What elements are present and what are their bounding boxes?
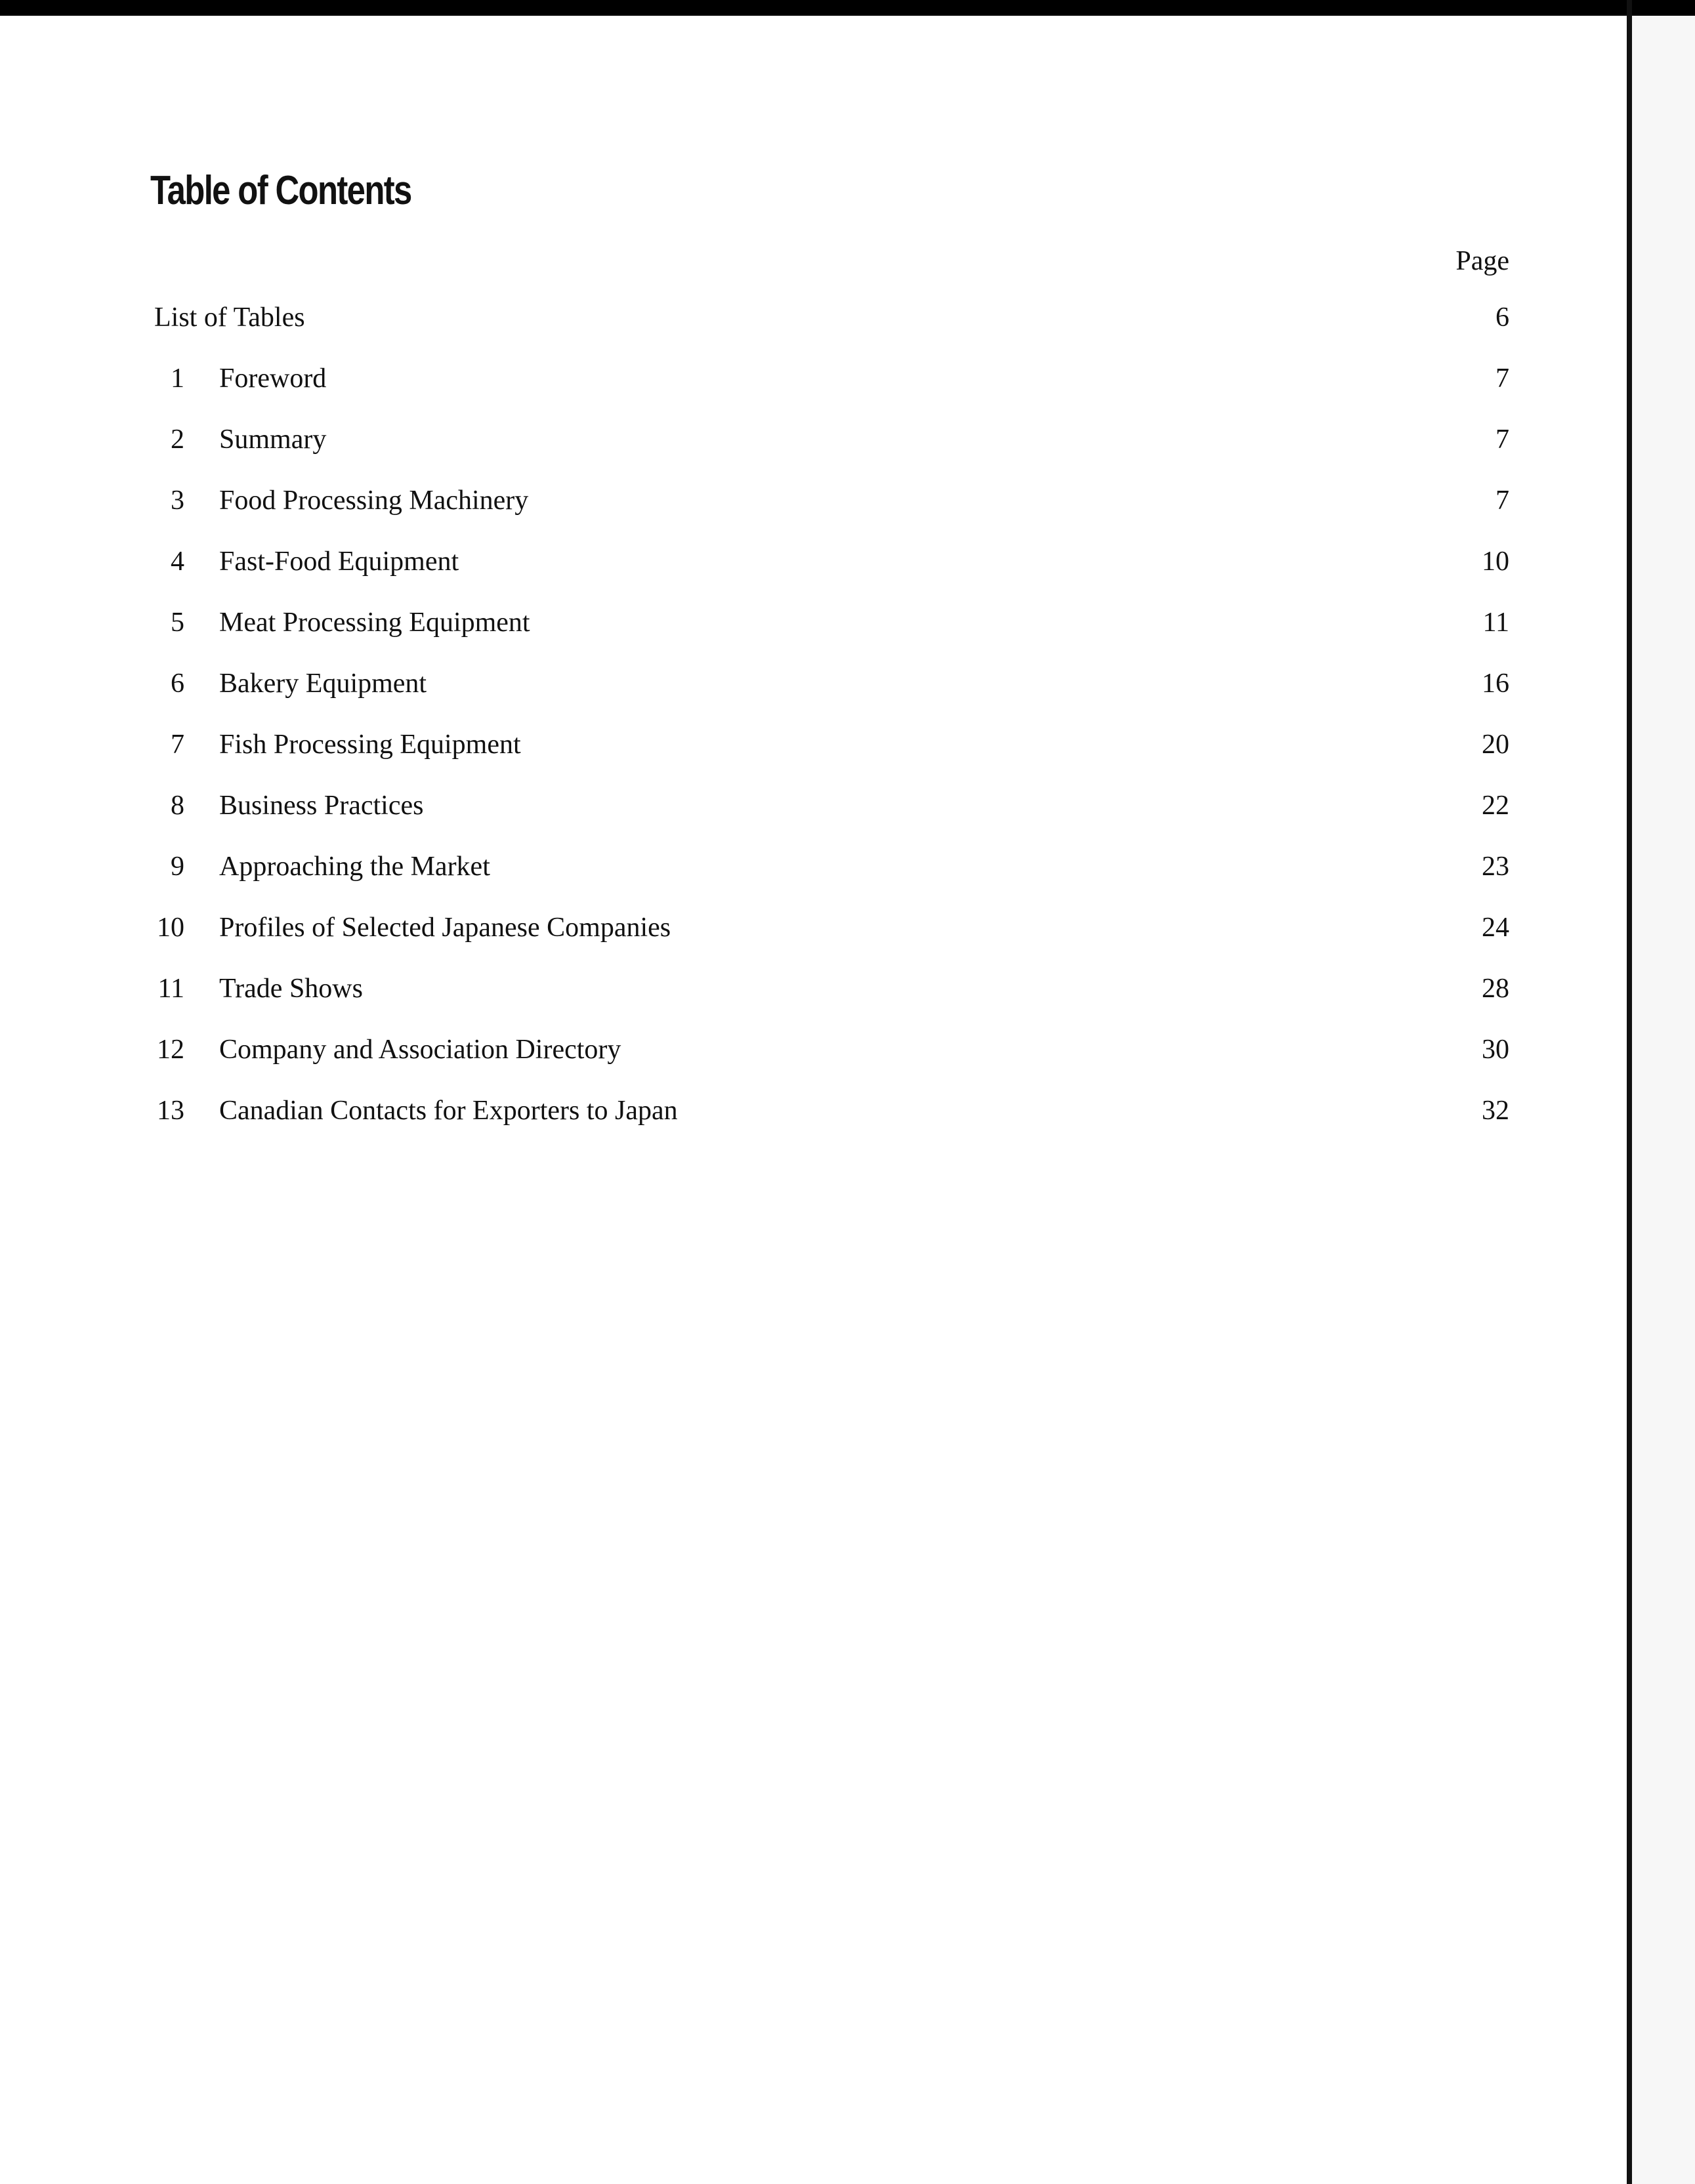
toc-entry-number: 3 — [171, 485, 184, 516]
toc-entry — [150, 363, 1509, 400]
toc-entry-title: Summary — [219, 424, 327, 455]
toc-entry-title: Foreword — [219, 363, 327, 394]
toc-entry-title: Fish Processing Equipment — [219, 730, 521, 760]
toc-entry-number: 12 — [157, 1035, 184, 1065]
toc-entry-title: Bakery Equipment — [219, 669, 427, 699]
toc-entry-number: 11 — [157, 974, 184, 1004]
toc-entry-page: 20 — [1482, 730, 1509, 760]
toc-entry — [150, 729, 1509, 766]
toc-entry-title: Canadian Contacts for Exporters to Japan — [219, 1096, 678, 1126]
toc-entry-title: Company and Association Directory — [219, 1035, 621, 1065]
toc-entry-page: 10 — [1482, 546, 1509, 577]
toc-entry-page: 7 — [1496, 363, 1509, 394]
toc-entry-number: 6 — [171, 669, 184, 699]
toc-entry — [150, 668, 1509, 705]
toc-entry-page: 28 — [1482, 974, 1509, 1004]
toc-entry-number: 2 — [171, 424, 184, 455]
toc-entry — [150, 607, 1509, 644]
toc-entry-number: 13 — [157, 1096, 184, 1126]
page-title: Table of Contents — [150, 168, 411, 213]
list-of-tables-page: 6 — [1496, 302, 1509, 333]
toc-entry-page: 7 — [1496, 424, 1509, 455]
scan-top-edge — [0, 0, 1695, 16]
toc-entry — [150, 546, 1509, 583]
toc-entry-number: 4 — [171, 546, 184, 577]
toc-entry — [150, 1034, 1509, 1071]
list-of-tables-label: List of Tables — [154, 302, 305, 333]
toc-entry-page: 11 — [1482, 608, 1509, 638]
toc-entry — [150, 424, 1509, 461]
toc-entry-page: 32 — [1482, 1096, 1509, 1126]
toc-entry-number: 10 — [157, 913, 184, 943]
toc-entry-page: 24 — [1482, 913, 1509, 943]
toc-entry — [150, 1095, 1509, 1132]
scan-right-margin — [1632, 16, 1695, 2184]
toc-entry-number: 8 — [171, 791, 184, 821]
toc-entry-number: 7 — [171, 730, 184, 760]
toc-entry-page: 16 — [1482, 669, 1509, 699]
toc-entry-title: Fast-Food Equipment — [219, 546, 459, 577]
toc-entry-title: Approaching the Market — [219, 852, 490, 882]
toc-entry-page: 23 — [1482, 852, 1509, 882]
toc-entry — [150, 973, 1509, 1010]
toc-entry-number: 9 — [171, 852, 184, 882]
toc-entry-page: 22 — [1482, 791, 1509, 821]
toc-entry-number: 1 — [171, 363, 184, 394]
toc-entry-title: Business Practices — [219, 791, 424, 821]
toc-entry-number: 5 — [171, 608, 184, 638]
toc-entry-title: Profiles of Selected Japanese Companies — [219, 913, 671, 943]
scan-right-edge — [1627, 0, 1632, 2184]
toc-entry-page: 7 — [1496, 485, 1509, 516]
toc-entry — [150, 790, 1509, 827]
toc-entry-title: Meat Processing Equipment — [219, 608, 530, 638]
list-of-tables-row — [154, 302, 1509, 339]
toc-entry — [150, 485, 1509, 522]
toc-entry — [150, 912, 1509, 949]
toc-entry-page: 30 — [1482, 1035, 1509, 1065]
page-column-header: Page — [1455, 246, 1509, 276]
toc-entry-title: Trade Shows — [219, 974, 363, 1004]
toc-entry — [150, 851, 1509, 888]
toc-entry-title: Food Processing Machinery — [219, 485, 529, 516]
